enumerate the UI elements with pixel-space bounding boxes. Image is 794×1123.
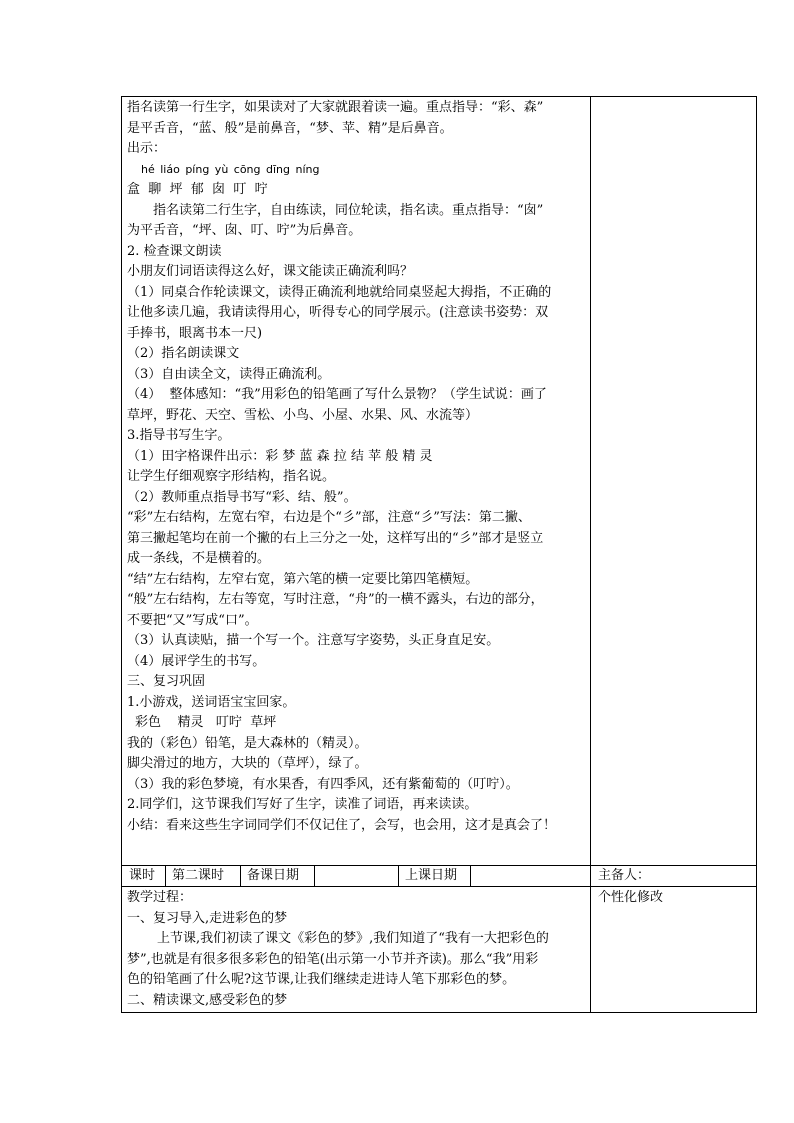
class-date-label: 上课日期 <box>405 868 458 883</box>
prep-date-label: 备课日期 <box>247 868 300 883</box>
header-row-top-border <box>121 865 757 866</box>
section-heading: 三、复习巩固 <box>127 674 206 689</box>
section-heading: 3.指导书写生字。 <box>127 428 231 443</box>
text-line: （2）教师重点指导书写“彩、结、般”。 <box>127 489 357 505</box>
side-column-divider <box>590 96 591 1013</box>
header-divider-5 <box>470 865 471 886</box>
text-line: （3）自由读全文，读得正确流利。 <box>127 366 331 382</box>
text-line: 为平舌音，“坪、囱、叮、咛”为后鼻音。 <box>127 223 362 238</box>
text-line: 脚尖滑过的地方，大块的（草坪），绿了。 <box>127 756 368 771</box>
section-heading: 一、复习导入,走进彩色的梦 <box>127 910 288 926</box>
text-line: （1）同桌合作轮读课文，读得正确流利地就给同桌竖起大拇指，不正确的 <box>127 284 552 300</box>
table-bottom-border <box>121 1012 757 1013</box>
text-line: 成一条线，不是横着的。 <box>127 551 271 566</box>
word-bank-line: 彩色 精灵 叮咛 草坪 <box>135 715 277 730</box>
pinyin-line: hé liáo píng yù cōng dīng níng <box>141 162 320 176</box>
text-line: 教学过程： <box>127 890 193 905</box>
header-divider-2 <box>240 865 241 886</box>
text-line: 草坪，野花、天空、雪松、小鸟、小屋、水果、风、水流等） <box>127 407 479 423</box>
text-line: （1）田字格课件出示：彩 梦 蓝 森 拉 结 苹 般 精 灵 <box>127 448 433 464</box>
text-line: 梦”,也就是有很多很多彩色的铅笔(出示第一小节并齐读)。那么“我”用彩 <box>127 951 539 967</box>
text-line: 1.小游戏，送词语宝宝回家。 <box>127 694 296 710</box>
text-line: 上节课,我们初读了课文《彩色的梦》,我们知道了“我有一大把彩色的 <box>157 931 549 946</box>
characters-line: 盒 聊 坪 郁 囱 叮 咛 <box>127 182 268 197</box>
header-divider-1 <box>165 865 166 886</box>
table-top-border <box>121 96 757 97</box>
personalized-revision-label <box>598 888 748 910</box>
header-divider-3 <box>314 865 315 886</box>
text-line: 第三撇起笔均在前一个撇的右上三分之一处，这样写出的“彡”部才是竖立 <box>127 530 544 546</box>
text-line: 我的（彩色）铅笔，是大森林的（精灵）。 <box>127 735 368 751</box>
text-line: 手捧书，眼离书本一尺) <box>127 325 263 341</box>
text-line: （3）认真读贴，描一个写一个。注意写字姿势，头正身直足安。 <box>127 633 500 648</box>
text-line: 小结：看来这些生字词同学们不仅记住了，会写，也会用，这才是真会了！ <box>127 817 557 833</box>
header-row-bottom-border <box>121 886 757 887</box>
section-heading: 二、精读课文,感受彩色的梦 <box>127 992 288 1008</box>
period-value: 第二课时 <box>172 868 225 883</box>
text-line: 出示： <box>127 141 167 156</box>
text-line: “结”左右结构，左窄右宽，第六笔的横一定要比第四笔横短。 <box>127 571 479 587</box>
text-line: 色的铅笔画了什么呢?这节课,让我们继续走进诗人笔下那彩色的梦。 <box>127 972 516 987</box>
text-line: 小朋友们词语读得这么好，课文能读正确流利吗？ <box>127 264 414 279</box>
text-line: “般”左右结构，左右等宽，写时注意，“舟”的一横不露头，右边的部分， <box>127 592 544 607</box>
text-line: 是平舌音，“蓝、般”是前鼻音，“梦、苹、精”是后鼻音。 <box>127 120 453 136</box>
upper-content-cell <box>127 98 587 863</box>
table-left-border <box>121 96 122 1013</box>
period-label: 课时 <box>129 868 156 883</box>
text-line: 指名读第二行生字，自由练读，同位轮读，指名读。重点指导：“囱” <box>153 202 544 218</box>
text-line: （3）我的彩色梦境，有水果香，有四季风，还有紫葡萄的（叮咛）。 <box>127 776 519 792</box>
text-line: 不要把“又”写成“口”。 <box>127 612 258 628</box>
text-line: 让他多读几遍，我请读得用心，听得专心的同学展示。(注意读书姿势：双 <box>127 305 549 320</box>
text-line: 让学生仔细观察字形结构，指名说。 <box>127 469 336 484</box>
side-label-text: 个性化修改 <box>598 890 664 905</box>
text-line: （4）展评学生的书写。 <box>127 653 266 669</box>
text-line: （4） 整体感知：“我”用彩色的铅笔画了写什么景物？（学生试说：画了 <box>127 387 547 402</box>
text-line: （2）指名朗读课文 <box>127 346 240 361</box>
lower-content-cell <box>127 888 587 1010</box>
preparer-label: 主备人： <box>598 868 651 883</box>
text-line: “彩”左右结构，左宽右窄，右边是个“彡”部，注意“彡”写法：第二撇、 <box>127 510 531 525</box>
header-divider-4 <box>398 865 399 886</box>
text-line: 指名读第一行生字，如果读对了大家就跟着读一遍。重点指导：“彩、森” <box>127 100 544 115</box>
text-line: 2.同学们，这节课我们写好了生字，读准了词语，再来读读。 <box>127 797 478 812</box>
table-right-border <box>756 96 757 1013</box>
section-heading: 2. 检查课文朗读 <box>127 243 222 259</box>
